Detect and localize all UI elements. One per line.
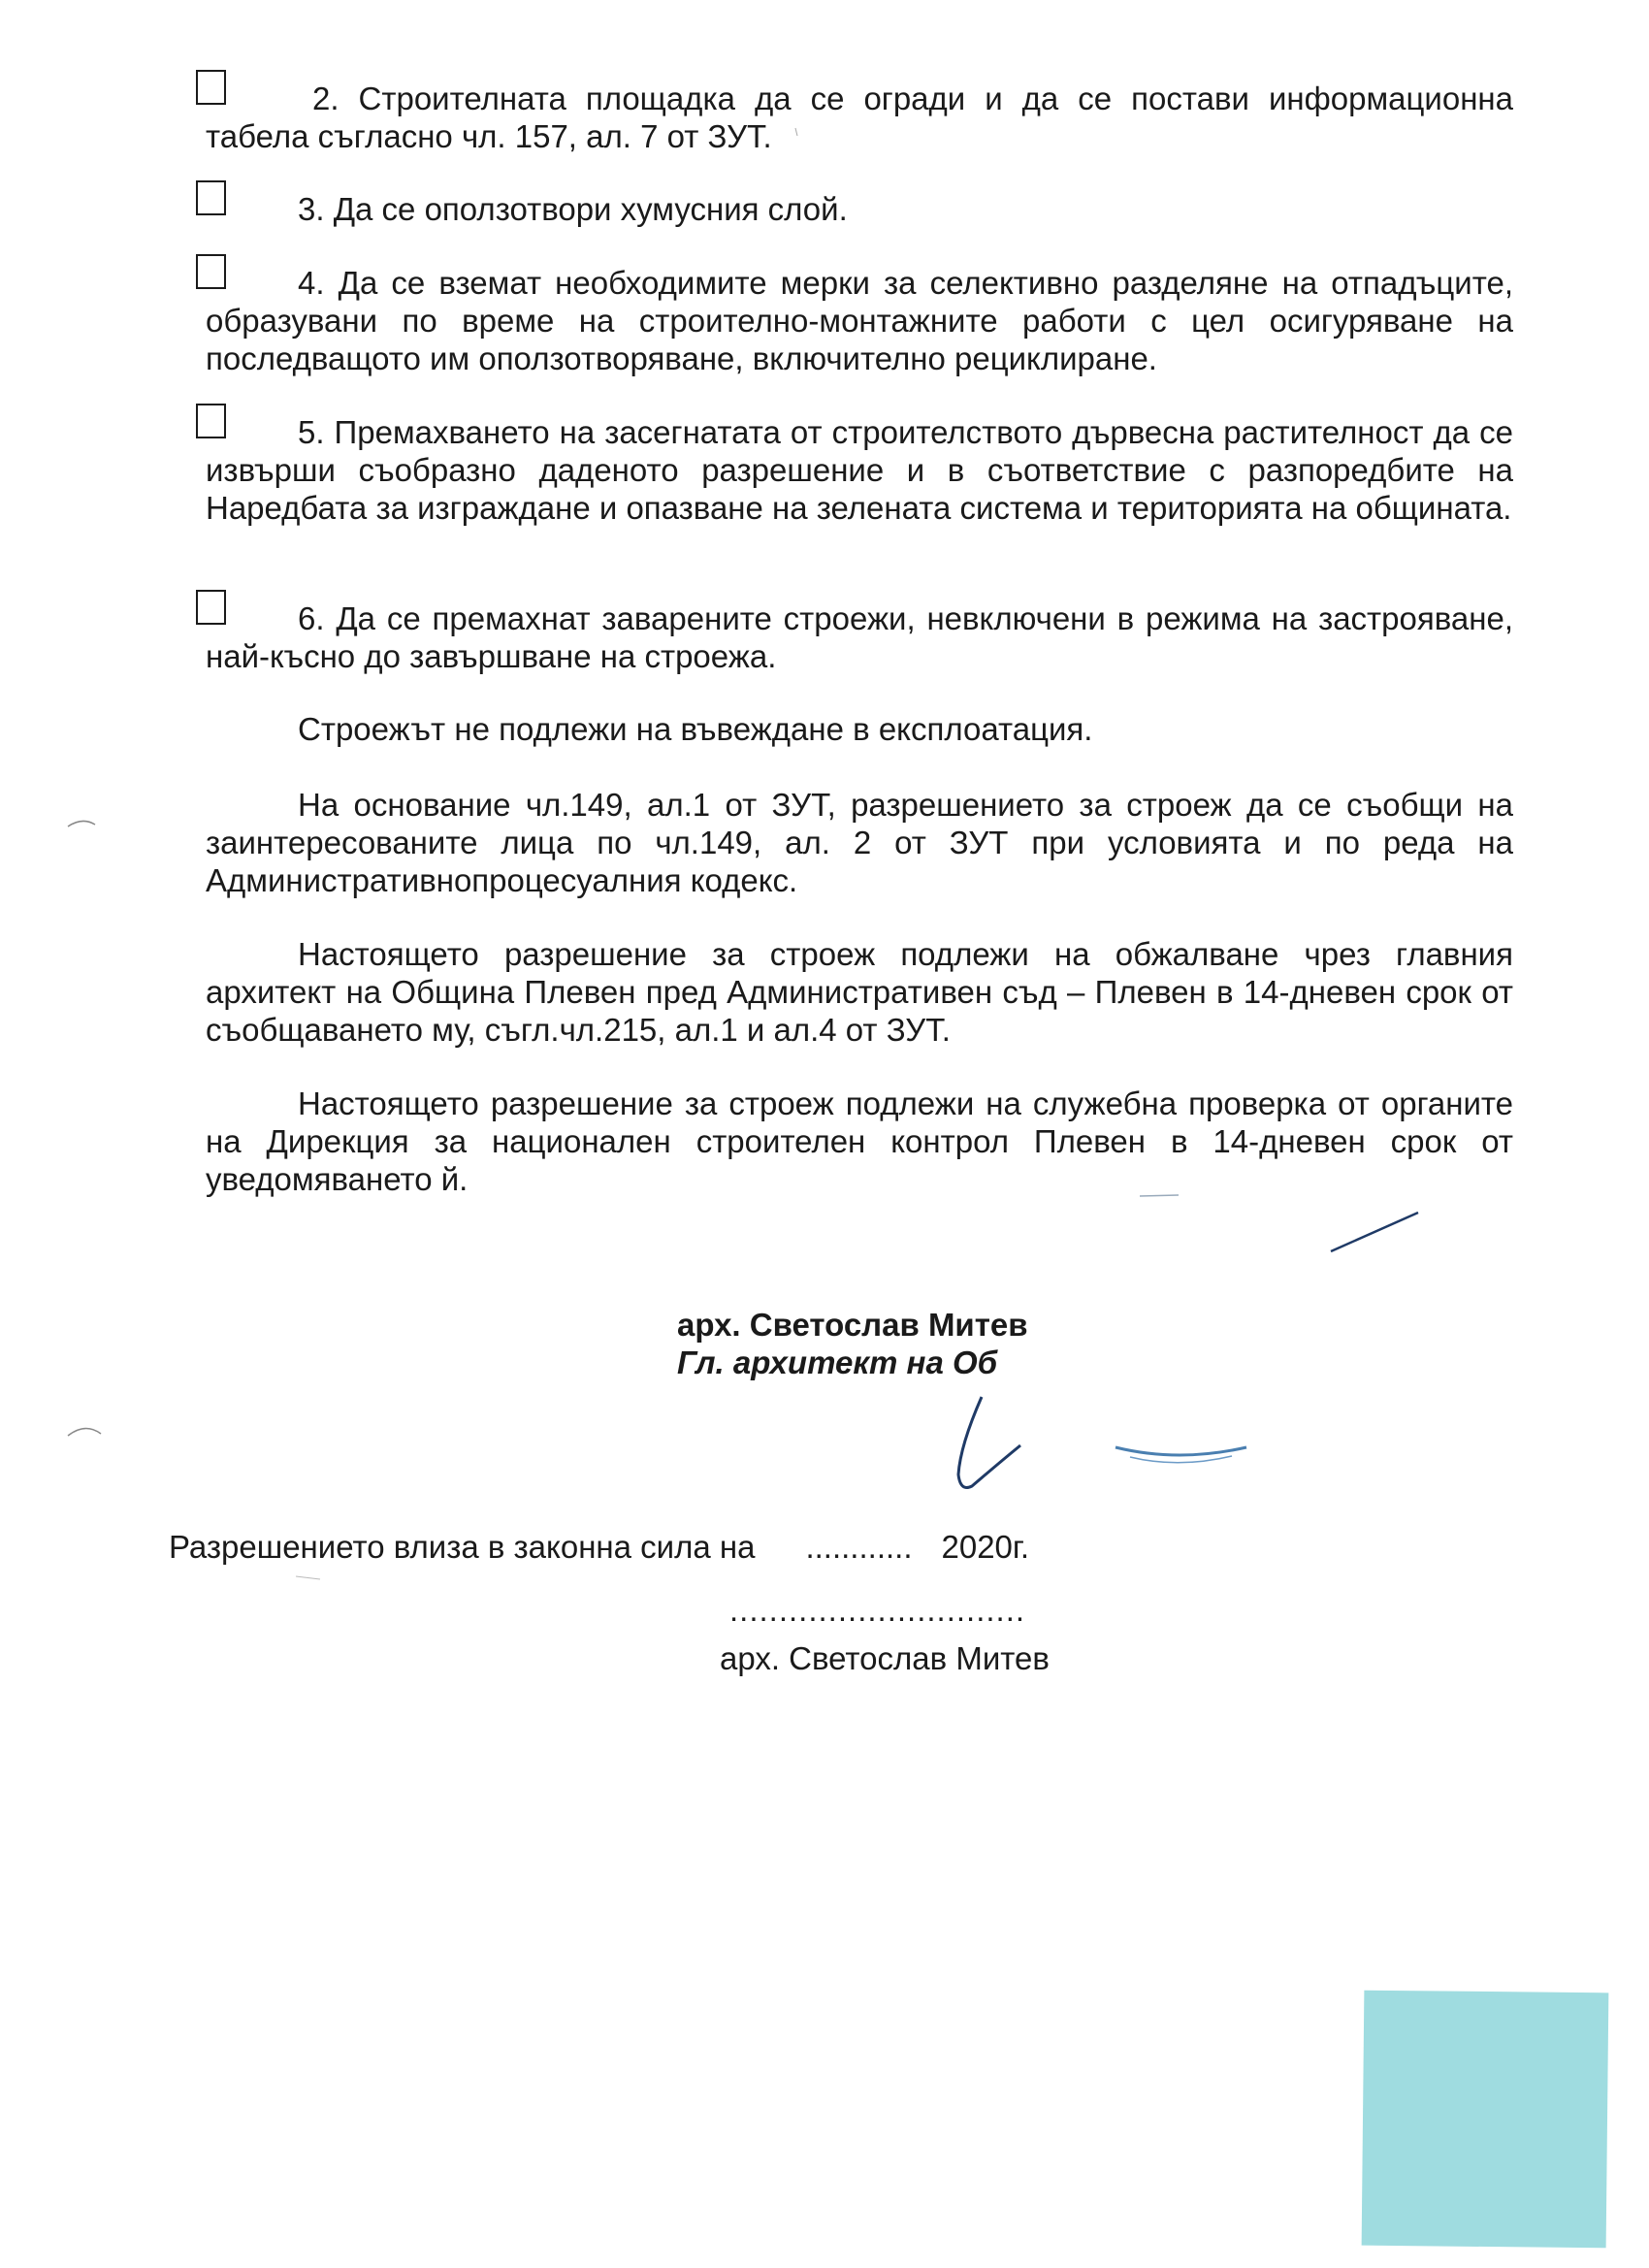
stamp-arc-icon-inner	[1130, 1456, 1232, 1463]
blue-sticker	[1362, 1991, 1609, 2249]
signature-title: Гл. архитект на Об	[677, 1345, 998, 1380]
condition-4-label: 4. Да се вземат необходимите мерки за селективно разделяне на отпадъците, образувани по време на строително-монтажните работи с цел осигуряване на последващото им оползотворяване, включително рециклиране.	[206, 265, 1513, 376]
no-commissioning-text: Строежът не подлежи на въвеждане в експлоатация.	[298, 711, 1093, 747]
condition-6-text	[206, 599, 1513, 675]
condition-5-text	[206, 413, 1513, 527]
no-commissioning-paragraph	[206, 710, 1513, 748]
legal-effect-dots: ............	[805, 1529, 913, 1565]
condition-5-label: 5. Премахването на засегнатата от строителството дървесна растителност да се извърши съобразно даденото разрешение и в съответствие с разпоредбите на Наредбата за изграждане и опазване на зелената система и територията на общината.	[206, 414, 1513, 526]
scan-trace-small	[296, 1576, 320, 1579]
footer-architect-name: арх. Светослав Митев	[720, 1640, 1050, 1676]
notification-text: На основание чл.149, ал.1 от ЗУТ, разрешението за строеж да се съобщи на заинтересованите лица по чл.149, ал. 2 от ЗУТ при условията и по реда на Административнопроцесуалния кодекс.	[206, 787, 1513, 898]
condition-2-text	[206, 80, 1513, 155]
signature-block	[677, 1306, 1036, 1381]
legal-effect-line	[169, 1528, 1029, 1566]
notification-paragraph	[206, 786, 1513, 899]
condition-2-label: 2. Строителната площадка да се огради и да се постави информационна табела съгласно чл. 157, ал. 7 от ЗУТ.	[206, 81, 1513, 154]
appeal-text: Настоящето разрешение за строеж подлежи на обжалване чрез главния архитект на Община Плевен пред Административен съд – Плевен в 14-дневен срок от съобщаването му, съгл.чл.215, ал.1 и ал.4 от ЗУТ.	[206, 936, 1513, 1048]
condition-6-label: 6. Да се премахнат заварените строежи, невключени в режима на застрояване, най-късно до завършване на строежа.	[206, 600, 1513, 674]
pen-stroke-icon	[1331, 1213, 1418, 1251]
punch-hole-mark-top	[68, 821, 95, 826]
appeal-paragraph	[206, 935, 1513, 1049]
footer-signature-dots: ..............................	[729, 1592, 1026, 1628]
signature-name: арх. Светослав Митев	[677, 1307, 1028, 1343]
stamp-arc-icon	[1116, 1447, 1246, 1455]
condition-3-label: 3. Да се оползотвори хумусния слой.	[298, 191, 848, 227]
legal-effect-label: Разрешението влиза в законна сила на	[169, 1529, 756, 1565]
inspection-paragraph	[206, 1085, 1513, 1198]
condition-3-text	[206, 190, 1513, 228]
legal-effect-year: 2020г.	[941, 1529, 1030, 1565]
condition-4-text	[206, 264, 1513, 377]
signature-scribble-icon	[958, 1397, 1020, 1488]
inspection-text: Настоящето разрешение за строеж подлежи на служебна проверка от органите на Дирекция за национален строителен контрол Плевен в 14-дневен срок от уведомяването й.	[206, 1085, 1513, 1197]
punch-hole-mark-bottom	[68, 1428, 101, 1436]
